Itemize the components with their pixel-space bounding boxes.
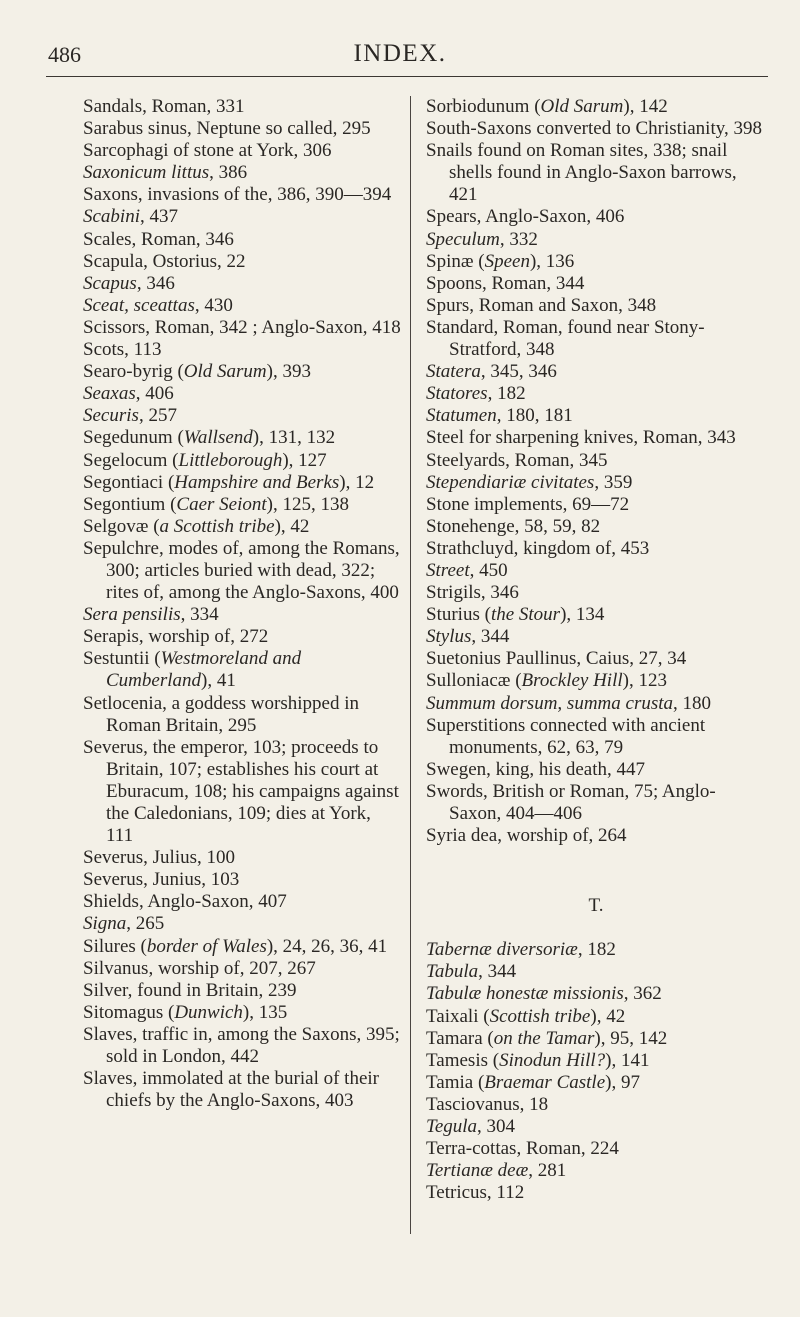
running-head: INDEX. xyxy=(353,40,447,67)
section-letter-t: T. xyxy=(588,895,604,917)
index-entry: Severus, the emperor, 103; proceeds to Britain, 107; establishes his court at Eburacum, 108; his campaigns against the Caledonians, 109; dies at York, 111 xyxy=(83,736,399,847)
index-column-left xyxy=(83,96,401,1112)
index-entry: Stonehenge, 58, 59, 82 xyxy=(426,515,601,537)
index-entry: Shields, Anglo-Saxon, 407 xyxy=(83,891,287,913)
index-entry: Scapula, Ostorius, 22 xyxy=(83,250,246,272)
index-entry: Tabulæ honestæ missionis, 362 xyxy=(426,983,662,1005)
index-entry: Sarcophagi of stone at York, 306 xyxy=(83,140,332,162)
index-entry: Searo-byrig (Old Sarum), 393 xyxy=(83,361,311,383)
index-entry: Scots, 113 xyxy=(83,339,162,361)
index-entry: Sulloniacæ (Brockley Hill), 123 xyxy=(426,670,667,692)
index-entry: Sitomagus (Dunwich), 135 xyxy=(83,1001,288,1023)
index-entry: Scapus, 346 xyxy=(83,272,175,294)
index-entry: Signa, 265 xyxy=(83,913,165,935)
index-entry: Tabula, 344 xyxy=(426,961,517,983)
index-entry: Strigils, 346 xyxy=(426,582,519,604)
index-entry: Setlocenia, a goddess worshipped in Roman Britain, 295 xyxy=(83,692,359,736)
index-entry: Segontium (Caer Seiont), 125, 138 xyxy=(83,493,349,515)
index-entry: Segelocum (Littleborough), 127 xyxy=(83,449,327,471)
index-entry: Statores, 182 xyxy=(426,383,526,405)
index-entry: Standard, Roman, found near Stony-Stratford, 348 xyxy=(426,316,705,361)
index-entry: Street, 450 xyxy=(426,559,508,581)
index-entries-t xyxy=(426,939,766,1204)
index-entry: Silures (border of Wales), 24, 26, 36, 41 xyxy=(83,935,388,957)
index-entries-s xyxy=(426,96,766,847)
index-entry: Sceat, sceattas, 430 xyxy=(83,294,233,316)
index-entry: Sarabus sinus, Neptune so called, 295 xyxy=(83,118,371,140)
index-entry: Terra-cottas, Roman, 224 xyxy=(426,1138,619,1160)
index-entry: Scabini, 437 xyxy=(83,206,178,228)
index-entry: Superstitions connected with ancient monuments, 62, 63, 79 xyxy=(426,714,706,758)
index-entry: Serapis, worship of, 272 xyxy=(83,626,269,648)
index-entry: Silvanus, worship of, 207, 267 xyxy=(83,957,316,979)
index-entry: Spurs, Roman and Saxon, 348 xyxy=(426,294,657,316)
index-entry: Segedunum (Wallsend), 131, 132 xyxy=(83,427,336,449)
index-entry: Saxons, invasions of the, 386, 390—394 xyxy=(83,184,392,206)
index-entry: Slaves, immolated at the burial of their chiefs by the Anglo-Saxons, 403 xyxy=(83,1068,380,1112)
index-entry: Snails found on Roman sites, 338; snail shells found in Anglo-Saxon barrows, 421 xyxy=(426,140,737,206)
index-entry: Statera, 345, 346 xyxy=(426,361,557,383)
index-entry: Severus, Julius, 100 xyxy=(83,847,235,869)
index-entry: Sandals, Roman, 331 xyxy=(83,96,245,117)
index-entry: Silver, found in Britain, 239 xyxy=(83,979,297,1001)
index-entry: Suetonius Paullinus, Caius, 27, 34 xyxy=(426,648,687,670)
index-entry: Swegen, king, his death, 447 xyxy=(426,758,646,780)
index-entry: Summum dorsum, summa crusta, 180 xyxy=(426,692,712,714)
index-entry: Selgovæ (a Scottish tribe), 42 xyxy=(83,515,310,537)
index-entry: Spinæ (Speen), 136 xyxy=(426,250,575,272)
index-entry: Sorbiodunum (Old Sarum), 142 xyxy=(426,96,668,117)
index-entry: Strathcluyd, kingdom of, 453 xyxy=(426,537,650,559)
index-entry: Securis, 257 xyxy=(83,405,177,427)
index-entry: Sera pensilis, 334 xyxy=(83,604,219,626)
header-rule xyxy=(46,76,768,77)
index-entry: Tasciovanus, 18 xyxy=(426,1093,549,1115)
index-entry: Spoons, Roman, 344 xyxy=(426,272,585,294)
index-entry: Speculum, 332 xyxy=(426,228,538,250)
index-entry: Tamesis (Sinodun Hill?), 141 xyxy=(426,1049,650,1071)
index-entry: Spears, Anglo-Saxon, 406 xyxy=(426,206,625,228)
index-entry: Tertianæ deæ, 281 xyxy=(426,1160,567,1182)
index-entry: South-Saxons converted to Christianity, 398 xyxy=(426,118,762,140)
column-divider xyxy=(410,96,411,1234)
index-entry: Steelyards, Roman, 345 xyxy=(426,449,608,471)
index-entry: Stependiariæ civitates, 359 xyxy=(426,471,633,493)
index-entry: Stylus, 344 xyxy=(426,626,510,648)
index-column-right xyxy=(426,96,766,1204)
index-entry: Tamia (Braemar Castle), 97 xyxy=(426,1071,640,1093)
index-entry: Taixali (Scottish tribe), 42 xyxy=(426,1005,626,1027)
index-entry: Slaves, traffic in, among the Saxons, 395; sold in London, 442 xyxy=(83,1023,400,1068)
index-entry: Statumen, 180, 181 xyxy=(426,405,573,427)
index-entry: Tegula, 304 xyxy=(426,1116,516,1138)
page-number: 486 xyxy=(48,42,81,67)
index-entry: Swords, British or Roman, 75; Anglo-Saxon, 404—406 xyxy=(426,780,716,824)
page-header xyxy=(0,0,800,80)
index-entry: Tabernæ diversoriæ, 182 xyxy=(426,939,616,961)
index-entry: Saxonicum littus, 386 xyxy=(83,162,248,184)
index-entry: Segontiaci (Hampshire and Berks), 12 xyxy=(83,471,375,493)
index-entry: Tetricus, 112 xyxy=(426,1182,525,1204)
index-entry: Stone implements, 69—72 xyxy=(426,493,630,515)
index-entry: Scales, Roman, 346 xyxy=(83,228,234,250)
index-entry: Steel for sharpening knives, Roman, 343 xyxy=(426,427,736,449)
index-entry: Scissors, Roman, 342 ; Anglo-Saxon, 418 xyxy=(83,316,401,338)
index-entry: Tamara (on the Tamar), 95, 142 xyxy=(426,1027,668,1049)
index-entry: Sestuntii (Westmoreland and Cumberland), 41 xyxy=(83,648,302,692)
index-entry: Seaxas, 406 xyxy=(83,383,174,405)
index-entry: Sepulchre, modes of, among the Romans, 300; articles buried with dead, 322; rites of, among the Anglo-Saxons, 400 xyxy=(83,537,400,604)
index-entry: Severus, Junius, 103 xyxy=(83,869,240,891)
index-entry: Sturius (the Stour), 134 xyxy=(426,604,605,626)
index-entry: Syria dea, worship of, 264 xyxy=(426,825,627,847)
